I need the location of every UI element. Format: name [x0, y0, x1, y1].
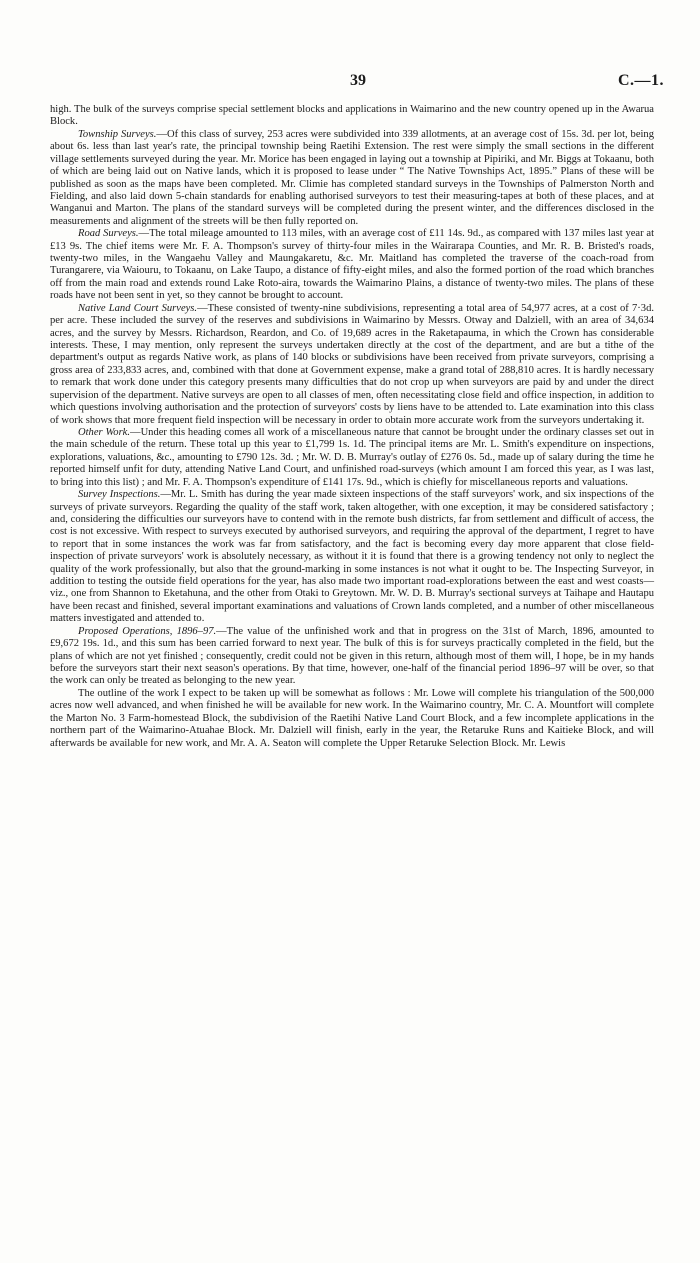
section-heading: Proposed Operations, 1896–97.: [78, 625, 217, 637]
section-heading: Road Surveys.: [78, 228, 139, 240]
paragraph-text: —Of this class of survey, 253 acres were subdivided into 339 allotments, at an average cost of 15s. 3d. per lot, being about 6s. less than last year's rate, the principal township being Raetihi Extension. The rest were simply the small sections in the different village settlements surveyed during the year. Mr. Morice has been engaged in laying out a township at Pipiriki, and Mr. Biggs at Tokaanu, both of which are being laid out on Native lands, which it is proposed to lease under “ The Native Townships Act, 1895.” Plans of these will be published as soon as the maps have been completed. Mr. Climie has completed standard surveys in the Townships of Palmerston North and Fielding, and also laid down 5-chain standards for enabling authorised surveyors to test their measuring-tapes at both of these places, and at Wanganui and Marton. The plans of the standard surveys will be completed during the present winter, and the differences disclosed in the measurements and alignment of the streets will be then fully reported on.: [50, 128, 654, 227]
paragraph-text: —Mr. L. Smith has during the year made sixteen inspections of the staff surveyors' work, and six inspections of the surveys of private surveyors. Regarding the quality of the staff work, taken altogether, with one exception, it may be considered satisfactory ; and, considering the difficulties our surveyors have to contend with in the remote bush districts, far from settlement and difficult of access, the cost is not excessive. With respect to surveys executed by authorised surveyors, and requiring the approval of the department, I regret to have to report that in some instances the work was far from satisfactory, and the fact is becoming every day more apparent that close field-inspection of private surveyors' work is absolutely necessary, as without it it is found that there is a growing tendency not only to neglect the quality of the work professionally, but also that the ground-marking in some instances is not what it ought to be. The Inspecting Surveyor, in addition to testing the outside field operations for the year, has also made two important road-explorations between the east and west coasts—viz., one from Shannon to Eketahuna, and the other from Otaki to Greytown. Mr. W. D. B. Murray's sectional surveys at Taihape and Hautapu have been recast and finished, several important examinations and valuations of Crown lands completed, and a number of other miscellaneous matters investigated and attended to.: [50, 489, 654, 625]
paragraph-other-work: [50, 427, 654, 489]
section-heading: Other Work.: [78, 426, 131, 438]
page-header: [52, 72, 664, 96]
paragraph-survey-inspections: [50, 489, 654, 626]
paragraph-proposed-operations: [50, 626, 654, 688]
paragraph-text: —The total mileage amounted to 113 miles, with an average cost of £11 14s. 9d., as compared with 137 miles last year at £13 9s. The chief items were Mr. F. A. Thompson's survey of thirty-four miles in the Wairarapa Counties, and Mr. R. B. Bristed's roads, twenty-two miles, in the Wangaehu Valley and Maungakaretu, &c. Mr. Maitland has completed the traverse of the coach-road from Turangarere, via Waiouru, to Tokaanu, on Lake Taupo, a distance of fifty-eight miles, and also the formed portion of the road which branches off from the main road and extends round Lake Roto-aira, towards the Waimarino Plains, a distance of twenty-two miles. The plans of these roads have not been sent in yet, so they cannot be brought to account.: [50, 228, 655, 302]
paragraph-text: —Under this heading comes all work of a miscellaneous nature that cannot be brought under the ordinary classes set out in the main schedule of the return. These total up this year to £1,799 1s. 1d. The principal items are Mr. L. Smith's expenditure on inspections, explorations, valuations, &c., amounting to £790 12s. 3d. ; Mr. W. D. B. Murray's outlay of £276 0s. 5d., made up of salary during the time he reported himself unfit for duty, attending Native Land Court, and unfinished road-surveys (which amount I am forced this year, as I was last, to bring into this list) ; and Mr. F. A. Thompson's expenditure of £141 17s. 9d., which is chiefly for miscellaneous reports and valuations.: [50, 426, 654, 488]
paragraph-continuation: [50, 104, 654, 129]
paragraph-text: —These consisted of twenty-nine subdivisions, representing a total area of 54,977 acres, at a cost of 7·3d. per acre. These included the survey of the reserves and subdivisions in Waimarino by Messrs. Otway and Dalziell, with an area of 34,634 acres, and the survey by Messrs. Richardson, Reardon, and Co. of 19,689 acres in the Raketapauma, in which the Crown has considerable interests. These, I may mention, only represent the surveys undertaken directly at the cost of the department, and are but a tithe of the department's output as regards Native work, as plans of 140 blocks or subdivisions have been received from private surveyors, comprising a gross area of 233,833 acres, and, combined with that done at Government expense, make a grand total of 288,810 acres. It is hardly necessary to remark that work done under this category presents many difficulties that do not crop up when surveyors are paid by and under the direct supervision of the department. Native surveys are open to all classes of men, often necessitating close field and office inspection, in addition to which questions involving authorisation and the protection of surveyors' costs by liens have to be attended to. Late examination into this class of work shows that more frequent field inspection will be necessary in order to obtain more accurate work from the surveyors undertaking it.: [50, 302, 654, 426]
paragraph-road-surveys: [50, 228, 654, 303]
paragraph-native-land-court-surveys: [50, 303, 654, 427]
section-heading: Native Land Court Surveys.: [78, 302, 198, 314]
body-text: [50, 104, 654, 750]
paragraph-text: —The value of the unfinished work and that in progress on the 31st of March, 1896, amounted to £9,672 19s. 1d., and this sum has been carried forward to next year. The bulk of this is for surveys practically completed in the field, but the plans of which are not yet finished ; consequently, credit could not be given in this return, although most of them will, I hope, be in my hands before the surveyors start their next season's operations. By that time, however, one-half of the financial period 1896–97 will be over, so that the work can only be treated as belonging to the new year.: [50, 625, 654, 687]
section-heading: Survey Inspections.: [78, 489, 161, 501]
paragraph-text: high. The bulk of the surveys comprise special settlement blocks and applications in Waimarino and the new country opened up in the Awarua Block.: [50, 104, 654, 128]
section-heading: Township Surveys.: [78, 128, 157, 140]
paragraph-work-outline: [50, 688, 654, 750]
paragraph-township-surveys: [50, 129, 654, 228]
document-reference: C.—1.: [617, 72, 664, 89]
paragraph-text: The outline of the work I expect to be taken up will be somewhat as follows : Mr. Lowe will complete his triangulation of the 500,000 acres now well advanced, and when finished he will be available for new work. In the Waimarino country, Mr. C. A. Mountfort will complete the Marton No. 3 Farm-homestead Block, the subdivision of the Raetihi Native Land Court Block, and a few incomplete applications in the northern part of the Waimarino-Atuahae Block. Mr. Dalziell will finish, early in the year, the Retaruke Runs and Kaitieke Block, and will afterwards be available for new work, and Mr. A. A. Seaton will complete the Upper Retaruke Selection Block. Mr. Lewis: [50, 687, 654, 749]
page-number: 39: [350, 72, 366, 89]
